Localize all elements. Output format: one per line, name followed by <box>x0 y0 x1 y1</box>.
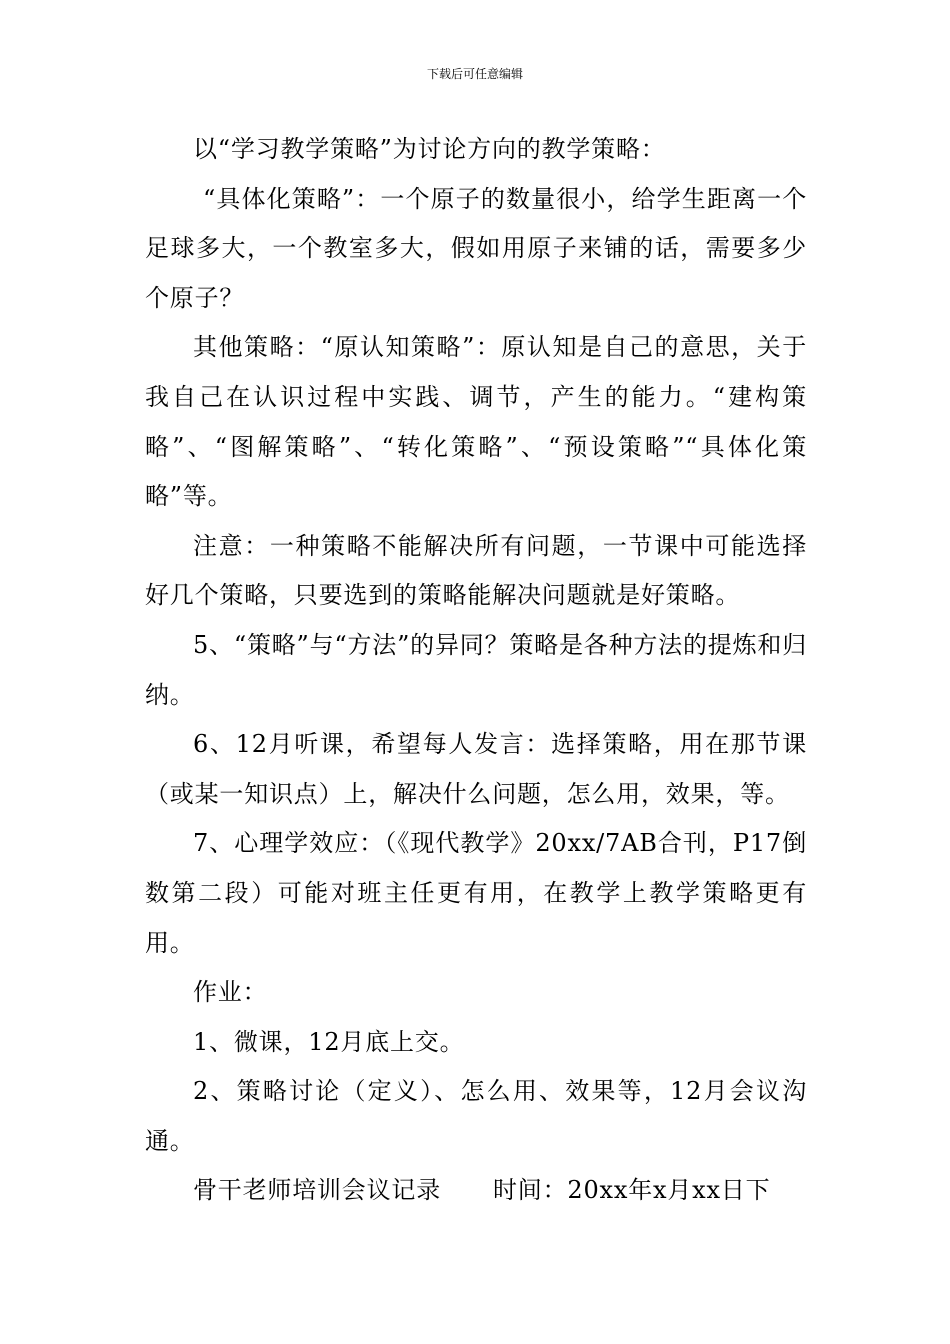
paragraph-homework-1: 1、微课，12月底上交。 <box>193 1027 465 1056</box>
paragraph-concrete-strategy: “具体化策略”：一个原子的数量很小，给学生距离一个足球多大，一个教室多大，假如用原子来铺的话，需要多少个原子？ <box>145 184 807 312</box>
paragraph-other-strategies: 其他策略：“原认知策略”：原认知是自己的意思，关于我自己在认识过程中实践、调节，产生的能力。“建构策略”、“图解策略”、“转化策略”、“预设策略”“具体化策略”等。 <box>145 333 807 511</box>
record-title: 骨干老师培训会议记录 <box>193 1176 441 1205</box>
header-note: 下载后可任意编辑 <box>426 67 523 81</box>
paragraph-homework-2: 2、策略讨论（定义）、怎么用、效果等，12月会议沟通。 <box>145 1077 807 1155</box>
paragraph-item-7: 7、心理学效应：（《现代教学》20xx/7AB合刊，P17倒数第二段）可能对班主任更有用，在教学上教学策略更有用。 <box>145 829 807 957</box>
paragraph-item-5: 5、“策略”与“方法”的异同？策略是各种方法的提炼和归纳。 <box>145 630 807 709</box>
paragraph-homework-heading: 作业： <box>193 978 268 1007</box>
paragraph-strategy-intro: 以“学习教学策略”为讨论方向的教学策略： <box>193 135 666 163</box>
record-time: 时间：20xx年x月xx日下 <box>493 1176 771 1205</box>
paragraph-item-6: 6、12月听课，希望每人发言：选择策略，用在那节课（或某一知识点）上，解决什么问题，怎么用，效果，等。 <box>145 730 807 808</box>
document-body <box>145 125 807 1216</box>
paragraph-note: 注意：一种策略不能解决所有问题，一节课中可能选择好几个策略，只要选到的策略能解决问题就是好策略。 <box>145 531 807 610</box>
record-line <box>145 1166 807 1216</box>
